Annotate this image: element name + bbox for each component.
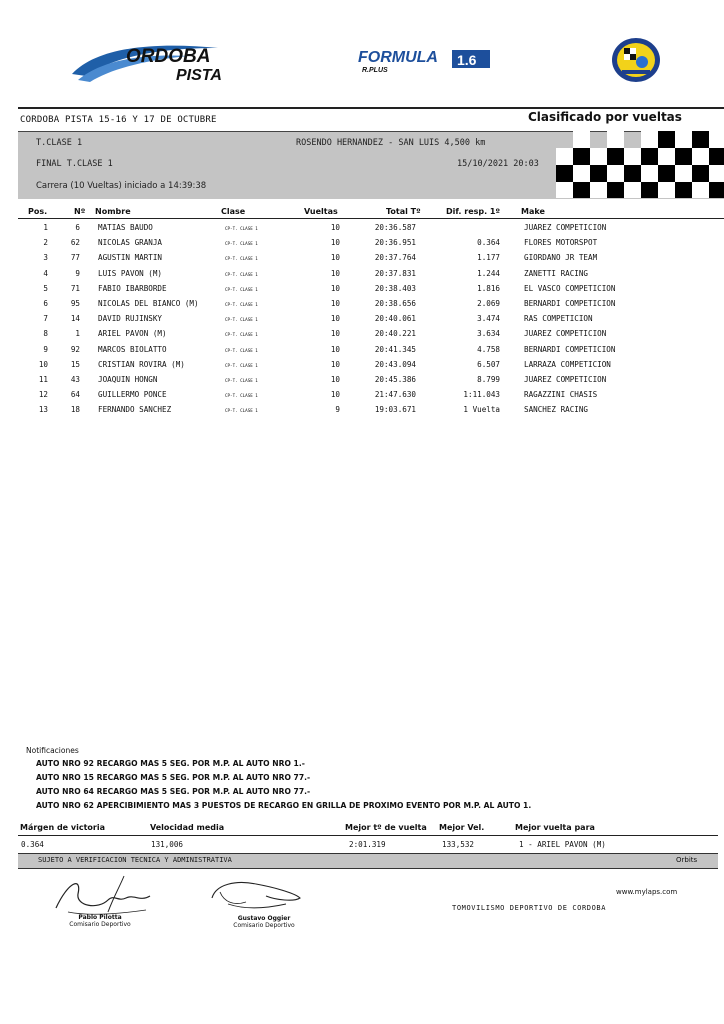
cell-diff: 2.069 — [477, 299, 500, 308]
note-item: AUTO NRO 92 RECARGO MAS 5 SEG. POR M.P. AL AUTO NRO 1.- — [36, 759, 305, 768]
checker-square — [641, 165, 658, 182]
signature-1-role: Comisario Deportivo — [69, 921, 131, 928]
checker-square — [607, 148, 624, 165]
cell-pos: 9 — [43, 344, 48, 354]
cell-pos: 1 — [43, 223, 48, 232]
col-name-header: Nombre — [95, 207, 131, 216]
cell-name: NICOLAS DEL BIANCO (M) — [98, 299, 199, 308]
cell-num: 64 — [70, 390, 80, 400]
cordoba-pista-logo — [68, 40, 240, 86]
cell-clase: CP-T. CLASE 1 — [225, 317, 258, 323]
organization-name: TOMOVILISMO DEPORTIVO DE CORDOBA — [452, 904, 607, 912]
checker-square — [692, 182, 709, 198]
checker-square — [641, 182, 658, 198]
cell-total: 20:45.386 — [374, 375, 416, 384]
cell-diff: 6.507 — [477, 359, 500, 369]
table-row — [0, 329, 724, 344]
summary-divider — [18, 835, 718, 836]
cell-make: JUAREZ COMPETICION — [524, 223, 607, 232]
cell-diff: 1:11.043 — [463, 390, 500, 400]
table-row — [0, 390, 724, 405]
checker-square — [573, 148, 590, 165]
cell-laps: 10 — [330, 253, 340, 263]
sort-title: Clasificado por vueltas — [528, 110, 682, 124]
cell-make: JUAREZ COMPETICION — [524, 375, 607, 384]
cell-clase: CP-T. CLASE 1 — [225, 378, 258, 383]
cell-pos: 3 — [43, 253, 48, 263]
checker-square — [641, 148, 658, 165]
event-title: CORDOBA PISTA 15-16 Y 17 DE OCTUBRE — [20, 115, 217, 125]
margin-header: Márgen de victoria — [20, 823, 105, 832]
table-row — [0, 269, 724, 284]
signature-2-name: Gustavo Oggier — [237, 915, 291, 922]
notes-title: Notificaciones — [26, 746, 79, 755]
cell-name: FERNANDO SANCHEZ — [98, 405, 172, 415]
best-speed-header: Mejor Vel. — [439, 823, 485, 832]
signature-1-name: Pablo Pilotta — [78, 914, 122, 921]
checker-square — [556, 148, 573, 165]
cell-name: FABIO IBARBORDE — [98, 283, 167, 293]
cell-num: 92 — [70, 344, 80, 354]
cell-total: 20:38.656 — [374, 299, 416, 308]
cell-total: 20:43.094 — [374, 359, 416, 369]
cell-num: 1 — [75, 329, 80, 339]
cell-laps: 10 — [330, 359, 340, 369]
cell-num: 15 — [70, 359, 80, 369]
cell-clase: CP-T. CLASE 1 — [225, 286, 258, 292]
checker-square — [709, 148, 724, 165]
cell-make: RAGAZZINI CHASIS — [524, 390, 598, 400]
cell-num: 6 — [75, 223, 80, 232]
cell-laps: 10 — [330, 299, 340, 308]
cell-pos: 7 — [43, 314, 48, 324]
cell-laps: 10 — [330, 268, 340, 278]
cell-total: 20:37.764 — [374, 253, 416, 263]
cell-laps: 10 — [330, 283, 340, 293]
cell-clase: CP-T. CLASE 1 — [225, 362, 258, 368]
cell-total: 20:36.587 — [374, 223, 416, 232]
checker-square — [709, 131, 724, 148]
col-clase-header: Clase — [221, 207, 246, 216]
cell-clase: CP-T. CLASE 1 — [225, 226, 258, 231]
checker-square — [675, 148, 692, 165]
rplus-text: R.PLUS — [362, 67, 388, 74]
checker-square — [556, 165, 573, 182]
best-time-header: Mejor tº de vuelta — [345, 823, 427, 832]
best-time-value: 2:01.319 — [349, 840, 386, 849]
checker-square — [675, 182, 692, 198]
best-speed-value: 133,532 — [442, 840, 475, 849]
checker-square — [624, 165, 641, 182]
cell-num: 77 — [70, 253, 80, 263]
cell-laps: 10 — [330, 390, 340, 400]
cell-pos: 8 — [43, 329, 48, 339]
checker-square — [692, 148, 709, 165]
checker-square — [658, 182, 675, 198]
signature-2-role: Comisario Deportivo — [233, 922, 295, 929]
best-lap-for-header: Mejor vuelta para — [515, 823, 595, 832]
cell-pos: 11 — [38, 375, 48, 384]
col-laps-header: Vueltas — [304, 207, 338, 216]
cell-total: 21:47.630 — [374, 390, 416, 400]
cell-total: 20:41.345 — [374, 344, 416, 354]
cell-name: MATIAS BAUDO — [98, 223, 153, 232]
disclaimer-text: SUJETO A VERIFICACION TECNICA Y ADMINISTRATIVA — [38, 856, 232, 864]
checker-square — [658, 148, 675, 165]
cell-make: SANCHEZ RACING — [524, 405, 589, 415]
website-link[interactable]: www.mylaps.com — [616, 888, 678, 896]
cell-total: 20:36.951 — [374, 238, 416, 248]
cell-pos: 5 — [43, 283, 48, 293]
formula-16-logo — [356, 46, 494, 74]
table-row — [0, 299, 724, 314]
session-name: FINAL T.CLASE 1 — [36, 159, 113, 169]
checker-square — [573, 182, 590, 198]
cell-total: 20:40.221 — [374, 329, 416, 339]
note-item: AUTO NRO 64 RECARGO MAS 5 SEG. POR M.P. AL AUTO NRO 77.- — [36, 787, 311, 796]
cell-clase: CP-T. CLASE 1 — [225, 241, 258, 247]
checker-square — [590, 182, 607, 198]
cell-name: CRISTIAN ROVIRA (M) — [98, 359, 185, 369]
cell-clase: CP-T. CLASE 1 — [225, 347, 258, 353]
cell-pos: 10 — [38, 359, 48, 369]
col-make-header: Make — [521, 207, 545, 216]
cell-name: MARCOS BIOLATTO — [98, 344, 167, 354]
cell-clase: CP-T. CLASE 1 — [225, 271, 258, 277]
cell-diff: 1 Vuelta — [463, 405, 500, 415]
cell-pos: 13 — [38, 405, 48, 415]
cell-clase: CP-T. CLASE 1 — [225, 332, 258, 338]
checker-square — [590, 165, 607, 182]
signature-1-image — [48, 872, 158, 918]
checker-square — [709, 182, 724, 198]
table-row — [0, 253, 724, 268]
cell-pos: 6 — [43, 299, 48, 308]
cell-pos: 4 — [43, 268, 48, 278]
cell-num: 95 — [70, 299, 80, 308]
cell-total: 20:37.831 — [374, 268, 416, 278]
cell-laps: 9 — [335, 405, 340, 415]
checker-square — [692, 131, 709, 148]
cell-pos: 2 — [43, 238, 48, 248]
cell-total: 20:40.061 — [374, 314, 416, 324]
margin-value: 0.364 — [21, 840, 44, 849]
table-row — [0, 284, 724, 299]
cell-laps: 10 — [330, 329, 340, 339]
cell-name: LUIS PAVON (M) — [98, 268, 163, 278]
checkered-flag-icon — [556, 131, 724, 198]
table-row — [0, 345, 724, 360]
cell-laps: 10 — [330, 238, 340, 248]
formula-text: FORMULA — [358, 49, 438, 66]
table-row — [0, 223, 724, 238]
note-item: AUTO NRO 15 RECARGO MAS 5 SEG. POR M.P. AL AUTO NRO 77.- — [36, 773, 311, 782]
cell-name: NICOLAS GRANJA — [98, 238, 163, 248]
checker-square — [573, 165, 590, 182]
checker-square — [675, 165, 692, 182]
checker-square — [607, 131, 624, 148]
table-row — [0, 405, 724, 420]
table-row — [0, 375, 724, 390]
circuit-name: ROSENDO HERNANDEZ - SAN LUIS 4,500 km — [296, 138, 486, 148]
cell-total: 20:38.403 — [374, 283, 416, 293]
checker-square — [692, 165, 709, 182]
acd-crest-icon — [610, 36, 662, 84]
checker-square — [624, 182, 641, 198]
class-name: T.CLASE 1 — [36, 138, 83, 148]
best-lap-for-value: 1 - ARIEL PAVON (M) — [519, 840, 606, 849]
cell-laps: 10 — [330, 344, 340, 354]
header-divider — [18, 107, 724, 109]
cell-total: 19:03.671 — [374, 405, 416, 415]
checker-square — [607, 182, 624, 198]
cell-diff: 0.364 — [477, 238, 500, 248]
avg-speed-value: 131,006 — [151, 840, 184, 849]
table-row — [0, 360, 724, 375]
cell-clase: CP-T. CLASE 1 — [225, 408, 258, 414]
avg-speed-header: Velocidad media — [150, 823, 225, 832]
table-row — [0, 314, 724, 329]
cell-make: LARRAZA COMPETICION — [524, 359, 611, 369]
checker-square — [709, 165, 724, 182]
logo-pista-text: PISTA — [176, 67, 222, 84]
table-header-divider — [18, 218, 724, 219]
checker-square — [624, 148, 641, 165]
cell-num: 9 — [75, 268, 80, 278]
cell-make: JUAREZ COMPETICION — [524, 329, 607, 339]
logo-cordoba-text: ORDOBA — [126, 46, 211, 67]
cell-laps: 10 — [330, 223, 340, 232]
cell-diff: 8.799 — [477, 375, 500, 384]
cell-num: 71 — [70, 283, 80, 293]
checker-square — [573, 131, 590, 148]
cell-make: ZANETTI RACING — [524, 268, 589, 278]
table-row — [0, 238, 724, 253]
cell-laps: 10 — [330, 314, 340, 324]
cell-name: GUILLERMO PONCE — [98, 390, 167, 400]
cell-make: GIORDANO JR TEAM — [524, 253, 598, 263]
col-total-header: Total Tº — [386, 207, 421, 216]
note-item: AUTO NRO 62 APERCIBIMIENTO MAS 3 PUESTOS DE RECARGO EN GRILLA DE PROXIMO EVENTO POR M.P. AL AUTO 1. — [36, 801, 532, 810]
race-start: Carrera (10 Vueltas) iniciado a 14:39:38 — [36, 181, 207, 191]
checker-square — [641, 131, 658, 148]
cell-name: ARIEL PAVON (M) — [98, 329, 167, 339]
cell-name: DAVID RUJINSKY — [98, 314, 163, 324]
checker-square — [658, 131, 675, 148]
col-num-header: Nº — [74, 207, 86, 216]
checker-square — [675, 131, 692, 148]
cell-laps: 10 — [330, 375, 340, 384]
cell-pos: 12 — [38, 390, 48, 400]
cell-name: JOAQUIN HONGN — [98, 375, 158, 384]
checker-square — [658, 165, 675, 182]
cell-num: 18 — [70, 405, 80, 415]
cell-clase: CP-T. CLASE 1 — [225, 393, 258, 399]
cell-diff: 4.758 — [477, 344, 500, 354]
formula-badge-text: 1.6 — [457, 52, 477, 68]
checker-square — [607, 165, 624, 182]
cell-num: 43 — [70, 375, 80, 384]
cell-make: BERNARDI COMPETICION — [524, 299, 616, 308]
cell-make: EL VASCO COMPETICION — [524, 283, 616, 293]
checker-square — [590, 148, 607, 165]
orbits-brand: Orbits — [676, 856, 698, 864]
cell-clase: CP-T. CLASE 1 — [225, 256, 258, 262]
col-diff-header: Dif. resp. 1º — [446, 207, 501, 216]
cell-diff: 3.634 — [477, 329, 500, 339]
cell-num: 14 — [70, 314, 80, 324]
cell-clase: CP-T. CLASE 1 — [225, 302, 258, 307]
cell-diff: 1.816 — [477, 283, 500, 293]
cell-num: 62 — [70, 238, 80, 248]
col-pos-header: Pos. — [28, 207, 48, 216]
cell-make: BERNARDI COMPETICION — [524, 344, 616, 354]
cell-diff: 1.177 — [477, 253, 500, 263]
cell-make: FLORES MOTORSPOT — [524, 238, 598, 248]
cell-diff: 1.244 — [477, 268, 500, 278]
session-datetime: 15/10/2021 20:03 — [457, 159, 539, 169]
checker-square — [556, 182, 573, 198]
cell-diff: 3.474 — [477, 314, 500, 324]
cell-make: RAS COMPETICION — [524, 314, 593, 324]
cell-name: AGUSTIN MARTIN — [98, 253, 163, 263]
